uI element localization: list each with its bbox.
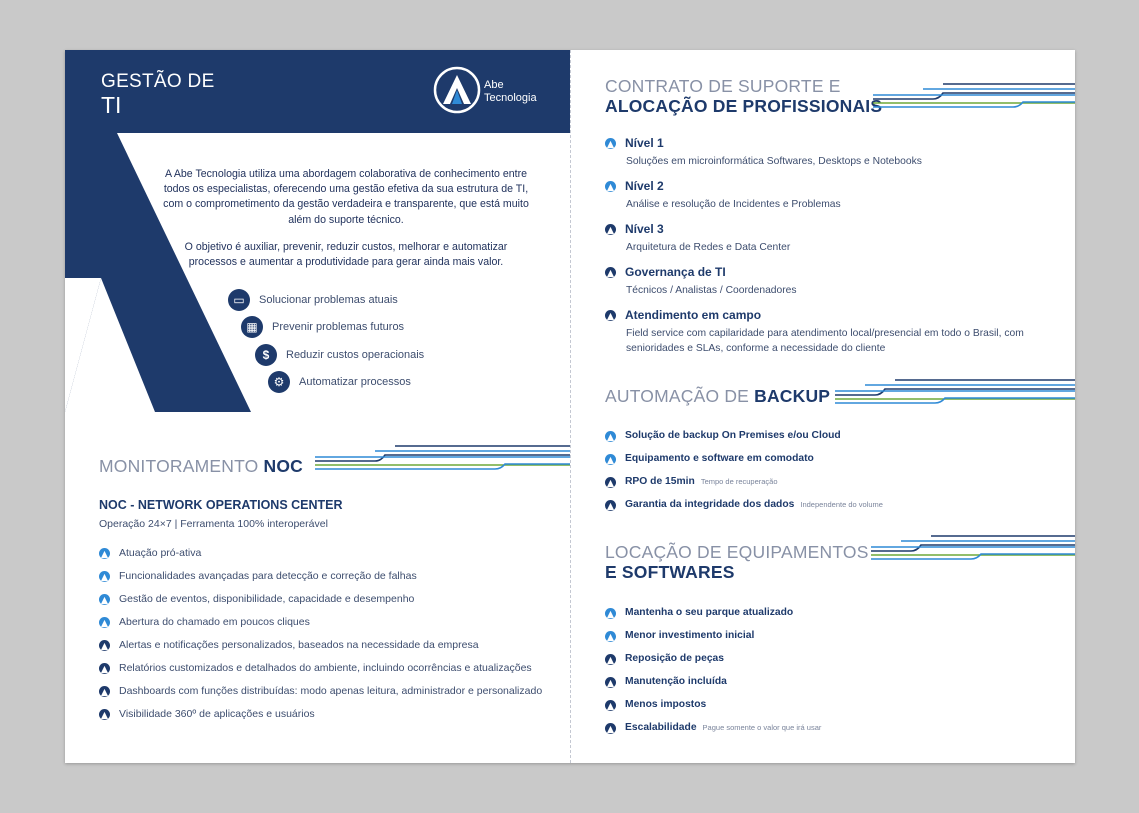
noc-feature-list bbox=[99, 547, 542, 731]
rental-section-title: LOCAÇÃO DE EQUIPAMENTOS E SOFTWARES bbox=[605, 542, 869, 582]
monitor-icon: ▭ bbox=[228, 289, 250, 311]
noc-decor-lines bbox=[315, 440, 570, 472]
list-item: Relatórios customizados e detalhados do ambiente, incluindo ocorrências e atualizações bbox=[99, 662, 542, 685]
feature-automate: ⚙ Automatizar processos bbox=[268, 369, 411, 395]
brand-name-line1: Abe bbox=[484, 79, 504, 91]
noc-subtitle: NOC - NETWORK OPERATIONS CENTER bbox=[99, 498, 343, 512]
brand-bullet-icon bbox=[99, 594, 110, 605]
brand-bullet-icon bbox=[605, 500, 616, 511]
header-title: GESTÃO DE bbox=[101, 71, 215, 92]
list-item: Atuação pró-ativa bbox=[99, 547, 542, 570]
brand-bullet-icon bbox=[605, 431, 616, 442]
support-level-3: Nível 3 Arquitetura de Redes e Data Center bbox=[605, 222, 790, 255]
list-item: Visibilidade 360º de aplicações e usuários bbox=[99, 708, 542, 731]
support-governance: Governança de TI Técnicos / Analistas / Coordenadores bbox=[605, 265, 797, 298]
list-item: Funcionalidades avançadas para detecção e correção de falhas bbox=[99, 570, 542, 593]
support-section-title: CONTRATO DE SUPORTE E ALOCAÇÃO DE PROFISSIONAIS bbox=[605, 76, 883, 116]
list-item: Dashboards com funções distribuídas: modo apenas leitura, administrador e personalizado bbox=[99, 685, 542, 708]
brand-bullet-icon bbox=[605, 454, 616, 465]
brand-bullet-icon bbox=[605, 631, 616, 642]
brand-bullet-icon bbox=[605, 138, 616, 149]
page-header bbox=[65, 50, 570, 133]
list-item: Equipamento e software em comodato bbox=[605, 447, 883, 470]
brand-bullet-icon bbox=[605, 477, 616, 488]
brand-bullet-icon bbox=[605, 654, 616, 665]
brand-bullet-icon bbox=[605, 310, 616, 321]
backup-section-title: AUTOMAÇÃO DE BACKUP bbox=[605, 386, 831, 406]
support-level-1: Nível 1 Soluções em microinformática Softwares, Desktops e Notebooks bbox=[605, 136, 922, 169]
brand-bullet-icon bbox=[605, 224, 616, 235]
list-item: Gestão de eventos, disponibilidade, capacidade e desempenho bbox=[99, 593, 542, 616]
list-item: Manutenção incluída bbox=[605, 670, 821, 693]
list-item: Alertas e notificações personalizados, baseados na necessidade da empresa bbox=[99, 639, 542, 662]
brand-bullet-icon bbox=[99, 663, 110, 674]
list-item: RPO de 15min Tempo de recuperação bbox=[605, 470, 883, 493]
brand-bullet-icon bbox=[99, 640, 110, 651]
list-item: Menos impostos bbox=[605, 693, 821, 716]
brand-bullet-icon bbox=[99, 571, 110, 582]
brand-bullet-icon bbox=[605, 267, 616, 278]
list-item: Abertura do chamado em poucos cliques bbox=[99, 616, 542, 639]
list-item: Solução de backup On Premises e/ou Cloud bbox=[605, 424, 883, 447]
intro-paragraph-1: A Abe Tecnologia utiliza uma abordagem colaborativa de conhecimento entre todos os especialistas, oferecendo uma gestão efetiva da sua estrutura de TI, com o comprometimento da gestão verdadeira e transparente, que está muito além do suporte técnico. bbox=[163, 168, 529, 226]
brand-bullet-icon bbox=[605, 700, 616, 711]
intro-paragraph-2: O objetivo é auxiliar, prevenir, reduzir custos, melhorar e automatizar processos e aumentar a produtividade para gerar ainda mais valor. bbox=[184, 240, 508, 269]
feature-prevent: ▦ Prevenir problemas futuros bbox=[241, 314, 404, 340]
brand-bullet-icon bbox=[99, 548, 110, 559]
noc-section-title: MONITORAMENTO NOC bbox=[99, 456, 304, 476]
gears-icon: ⚙ bbox=[268, 371, 290, 393]
list-item: Escalabilidade Pague somente o valor que irá usar bbox=[605, 716, 821, 739]
list-item: Mantenha o seu parque atualizado bbox=[605, 601, 821, 624]
list-item: Garantia da integridade dos dados Independente do volume bbox=[605, 493, 883, 516]
feature-solve: ▭ Solucionar problemas atuais bbox=[228, 287, 398, 313]
backup-feature-list bbox=[605, 424, 883, 516]
brand-bullet-icon bbox=[99, 709, 110, 720]
list-item: Reposição de peças bbox=[605, 647, 821, 670]
rental-decor-lines bbox=[871, 532, 1075, 562]
calendar-icon: ▦ bbox=[241, 316, 263, 338]
support-field-service: Atendimento em campo Field service com capilaridade para atendimento local/presencial em todo o Brasil, com senioridades e SLAs, conforme a necessidade do cliente bbox=[605, 308, 1055, 356]
support-decor-lines bbox=[873, 80, 1075, 110]
brand-bullet-icon bbox=[605, 181, 616, 192]
brand-bullet-icon bbox=[605, 608, 616, 619]
rental-feature-list bbox=[605, 601, 821, 739]
brand-bullet-icon bbox=[99, 617, 110, 628]
brand-bullet-icon bbox=[605, 723, 616, 734]
abe-logo-icon bbox=[433, 66, 481, 114]
brochure-sheet bbox=[65, 50, 1075, 763]
brand-bullet-icon bbox=[605, 677, 616, 688]
feature-reduce-costs: $ Reduzir custos operacionais bbox=[255, 342, 424, 368]
support-level-2: Nível 2 Análise e resolução de Incidentes e Problemas bbox=[605, 179, 841, 212]
intro-text bbox=[161, 167, 531, 282]
brand-name-line2: Tecnologia bbox=[484, 92, 537, 104]
header-subtitle: TI bbox=[101, 92, 122, 118]
list-item: Menor investimento inicial bbox=[605, 624, 821, 647]
page-fold-line bbox=[570, 50, 571, 763]
noc-tagline: Operação 24×7 | Ferramenta 100% interoperável bbox=[99, 518, 328, 530]
brand-bullet-icon bbox=[99, 686, 110, 697]
backup-decor-lines bbox=[835, 376, 1075, 406]
dollar-icon: $ bbox=[255, 344, 277, 366]
